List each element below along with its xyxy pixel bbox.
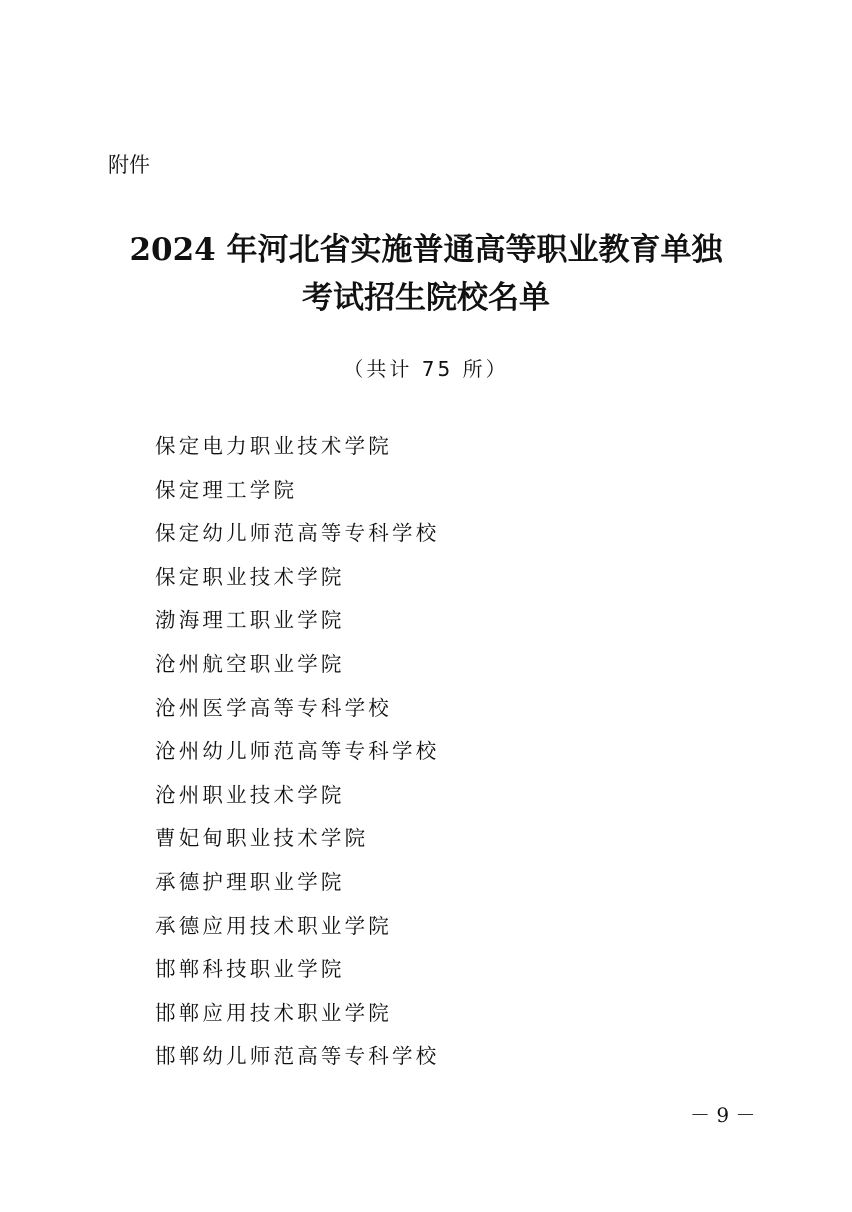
list-item: 承德应用技术职业学院 <box>155 913 392 938</box>
school-count-note: （共计 75 所） <box>343 357 509 381</box>
list-item: 保定幼儿师范高等专科学校 <box>155 521 440 546</box>
list-item: 邯郸应用技术职业学院 <box>155 1000 392 1025</box>
list-item: 邯郸幼儿师范高等专科学校 <box>155 1044 440 1069</box>
document-title <box>0 226 852 322</box>
list-item: 渤海理工职业学院 <box>155 608 345 633</box>
title-line-2: 考试招生院校名单 <box>302 280 550 316</box>
list-item: 保定电力职业技术学院 <box>155 434 392 458</box>
page-number: － 9 － <box>690 1103 756 1127</box>
list-item: 保定理工学院 <box>155 477 298 502</box>
attachment-label: 附件 <box>108 153 150 177</box>
list-item: 邯郸科技职业学院 <box>155 957 345 982</box>
title-line-1: 2024 年河北省实施普通高等职业教育单独 <box>129 232 723 268</box>
school-list <box>155 428 439 1082</box>
list-item: 承德护理职业学院 <box>155 869 345 894</box>
list-item: 曹妃甸职业技术学院 <box>155 826 369 851</box>
list-item: 沧州幼儿师范高等专科学校 <box>155 739 440 764</box>
list-item: 沧州航空职业学院 <box>155 651 345 676</box>
list-item: 沧州职业技术学院 <box>155 782 345 807</box>
list-item: 保定职业技术学院 <box>155 564 345 589</box>
list-item: 沧州医学高等专科学校 <box>155 695 392 720</box>
